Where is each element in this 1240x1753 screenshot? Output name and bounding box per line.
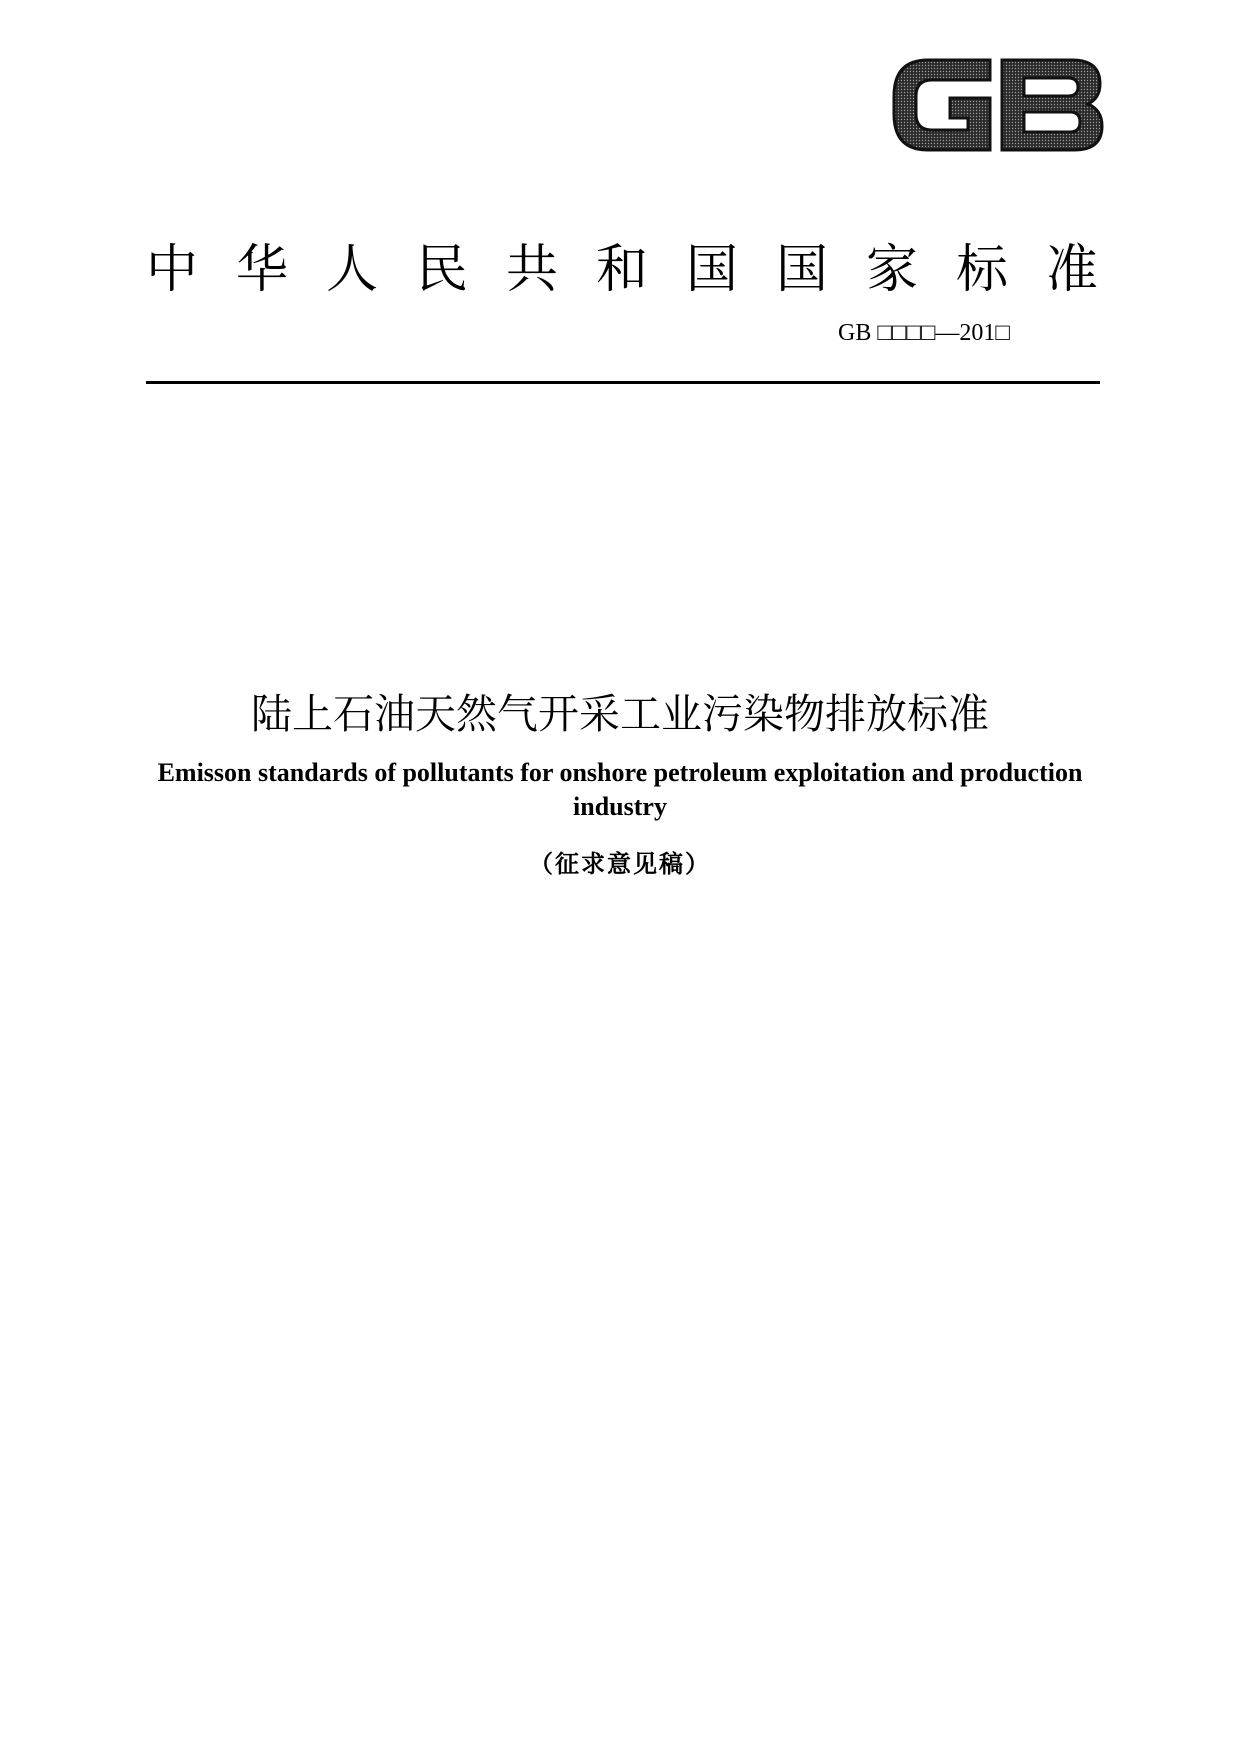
national-standard-title: 中华人民共和国国家标准 [146,240,1137,300]
gb-logo [888,46,1108,164]
document-title-chinese: 陆上石油天然气开采工业污染物排放标准 [251,690,989,738]
draft-status-note: （征求意见稿） [529,849,711,878]
header-divider [146,381,1100,384]
standard-number: GB □□□□—201□ [838,320,1010,346]
document-title-english: Emisson standards of pollutants for onshore petroleum exploitation and production industry [157,758,1083,821]
